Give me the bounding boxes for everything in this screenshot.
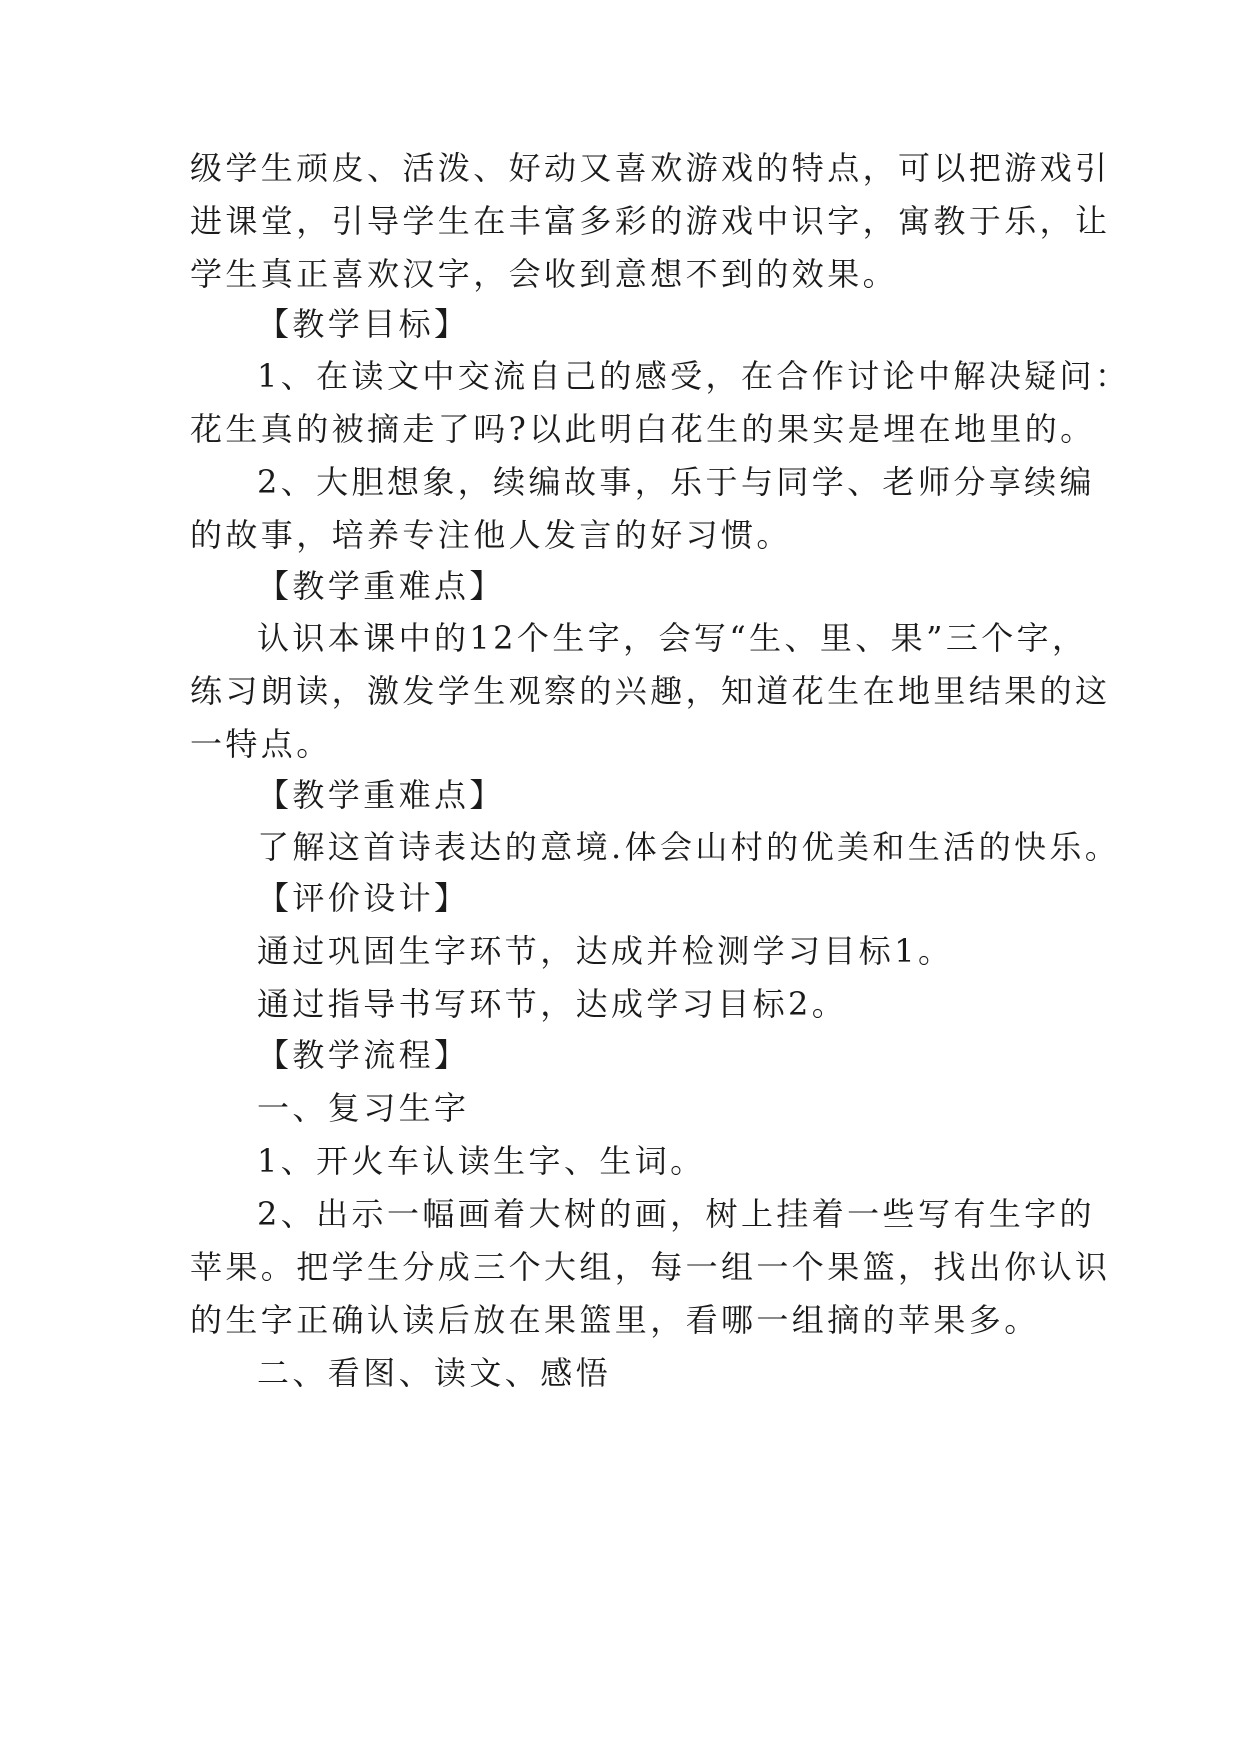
paragraph-line: 级学生顽皮、活泼、好动又喜欢游戏的特点，可以把游戏引 [190, 149, 1111, 187]
paragraph-line: 1、在读文中交流自己的感受，在合作讨论中解决疑问： [257, 357, 1131, 395]
paragraph-line: 通过指导书写环节，达成学习目标2。 [257, 985, 848, 1023]
paragraph-line: 2、大胆想象，续编故事，乐于与同学、老师分享续编 [257, 463, 1095, 501]
section-heading: 【评价设计】 [257, 879, 470, 917]
paragraph-line: 1、开火车认读生字、生词。 [257, 1142, 706, 1180]
paragraph-line: 一特点。 [190, 725, 332, 763]
paragraph-line: 了解这首诗表达的意境.体会山村的优美和生活的快乐。 [257, 828, 1121, 866]
paragraph-line: 通过巩固生字环节，达成并检测学习目标1。 [257, 932, 954, 970]
paragraph-line: 花生真的被摘走了吗?以此明白花生的果实是埋在地里的。 [190, 410, 1096, 448]
subsection-heading: 二、看图、读文、感悟 [257, 1354, 612, 1392]
paragraph-line: 认识本课中的12个生字，会写“生、里、果”三个字， [257, 619, 1088, 657]
paragraph-line: 2、出示一幅画着大树的画，树上挂着一些写有生字的 [257, 1195, 1095, 1233]
section-heading: 【教学重难点】 [257, 776, 505, 814]
paragraph-line: 的故事，培养专注他人发言的好习惯。 [190, 516, 792, 554]
section-heading: 【教学流程】 [257, 1036, 470, 1074]
subsection-heading: 一、复习生字 [257, 1089, 470, 1127]
paragraph-line: 练习朗读，激发学生观察的兴趣，知道花生在地里结果的这 [190, 672, 1111, 710]
section-heading: 【教学重难点】 [257, 567, 505, 605]
section-heading: 【教学目标】 [257, 305, 470, 343]
paragraph-line: 学生真正喜欢汉字，会收到意想不到的效果。 [190, 255, 899, 293]
paragraph-line: 的生字正确认读后放在果篮里，看哪一组摘的苹果多。 [190, 1301, 1040, 1339]
paragraph-line: 苹果。把学生分成三个大组，每一组一个果篮，找出你认识 [190, 1248, 1111, 1286]
paragraph-line: 进课堂，引导学生在丰富多彩的游戏中识字，寓教于乐，让 [190, 202, 1111, 240]
